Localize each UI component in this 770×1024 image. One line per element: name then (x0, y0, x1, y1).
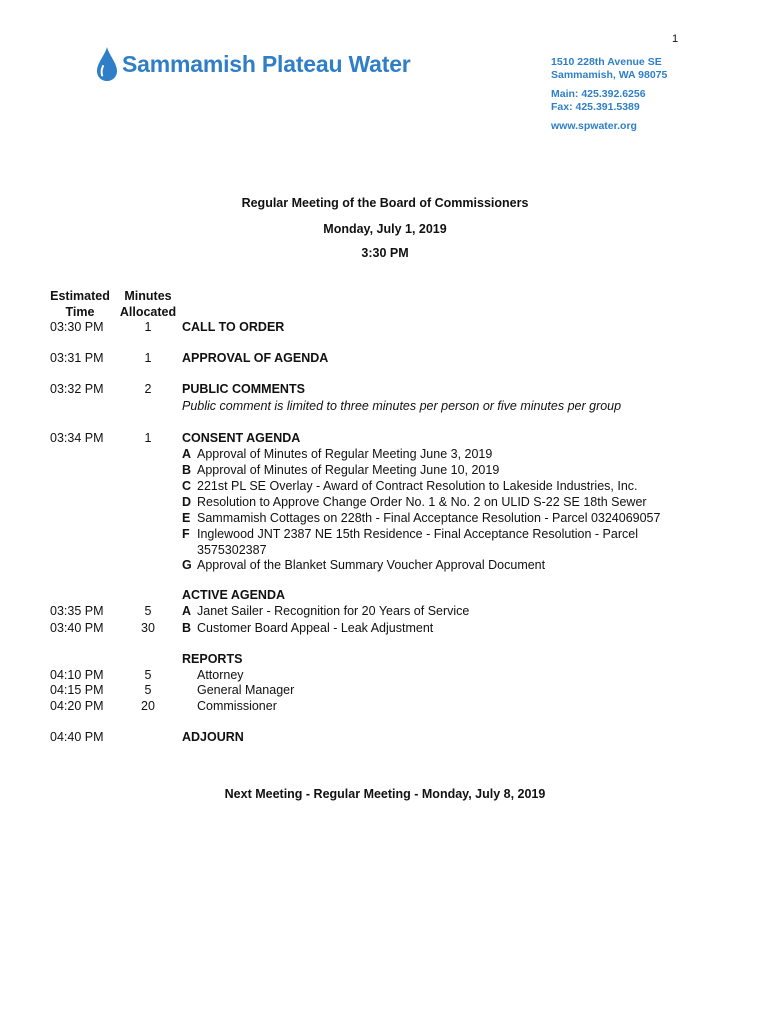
item-time: 03:34 PM (50, 431, 104, 445)
item-time: 04:40 PM (50, 730, 104, 744)
item-text: Approval of Minutes of Regular Meeting June 3, 2019 (197, 447, 493, 461)
consent-item-f-continued (0, 542, 770, 558)
item-text: Inglewood JNT 2387 NE 15th Residence - Final Acceptance Resolution - Parcel (197, 527, 638, 541)
active-item-b (0, 620, 770, 636)
consent-item-b (0, 462, 770, 478)
public-comment-note-row (0, 398, 770, 414)
consent-item-e (0, 510, 770, 526)
agenda-row-public-comments (0, 381, 770, 397)
consent-item-f (0, 526, 770, 542)
item-letter: A (182, 447, 192, 461)
public-comment-note: Public comment is limited to three minutes per person or five minutes per group (182, 399, 622, 413)
item-minutes: 1 (144, 351, 152, 365)
item-title: PUBLIC COMMENTS (182, 382, 305, 396)
reports-heading-row (0, 651, 770, 667)
item-text: Sammamish Cottages on 228th - Final Acceptance Resolution - Parcel 0324069057 (197, 511, 661, 525)
item-title: CALL TO ORDER (182, 320, 285, 334)
meeting-time: 3:30 PM (361, 246, 409, 260)
org-name: Sammamish Plateau Water (122, 50, 411, 77)
minutes-column-header: Minutes Allocated (119, 289, 177, 319)
item-minutes: 1 (144, 320, 152, 334)
agenda-row-approval (0, 350, 770, 366)
item-minutes: 20 (141, 699, 155, 713)
item-letter: G (182, 558, 192, 572)
website: www.spwater.org (551, 120, 637, 132)
consent-item-d (0, 494, 770, 510)
item-title: APPROVAL OF AGENDA (182, 351, 329, 365)
item-text: 3575302387 (197, 543, 267, 557)
report-commissioner (0, 698, 770, 714)
item-title: ADJOURN (182, 730, 244, 744)
contact-block (551, 56, 667, 133)
address-line-2: Sammamish, WA 98075 (551, 69, 668, 81)
consent-item-a (0, 446, 770, 462)
item-text: Approval of the Blanket Summary Voucher Approval Document (197, 558, 546, 572)
item-minutes: 30 (141, 621, 155, 635)
meeting-date: Monday, July 1, 2019 (323, 222, 447, 236)
item-text: Approval of Minutes of Regular Meeting June 10, 2019 (197, 463, 500, 477)
meeting-title: Regular Meeting of the Board of Commissioners (241, 196, 529, 210)
item-letter: E (182, 511, 191, 525)
consent-item-g (0, 557, 770, 573)
item-time: 03:31 PM (50, 351, 104, 365)
item-time: 04:10 PM (50, 668, 104, 682)
agenda-row-adjourn (0, 729, 770, 745)
item-text: Customer Board Appeal - Leak Adjustment (197, 621, 434, 635)
item-minutes: 2 (144, 382, 152, 396)
item-title: ACTIVE AGENDA (182, 588, 286, 602)
fax-number: Fax: 425.391.5389 (551, 101, 640, 113)
report-general-manager (0, 682, 770, 698)
item-text: Attorney (197, 668, 244, 682)
item-text: General Manager (197, 683, 295, 697)
item-letter: B (182, 463, 192, 477)
item-letter: D (182, 495, 192, 509)
water-drop-icon (96, 46, 118, 82)
agenda-row-call-to-order (0, 319, 770, 335)
item-time: 04:20 PM (50, 699, 104, 713)
item-text: Resolution to Approve Change Order No. 1 & No. 2 on ULID S-22 SE 18th Sewer (197, 495, 647, 509)
item-minutes: 5 (144, 604, 152, 618)
next-meeting: Next Meeting - Regular Meeting - Monday, July 8, 2019 (224, 787, 546, 801)
item-minutes: 5 (144, 668, 152, 682)
item-text: 221st PL SE Overlay - Award of Contract Resolution to Lakeside Industries, Inc. (197, 479, 638, 493)
main-phone: Main: 425.392.6256 (551, 88, 646, 100)
item-time: 03:32 PM (50, 382, 104, 396)
report-attorney (0, 667, 770, 683)
time-column-header: Estimated Time (50, 289, 110, 319)
item-letter: A (182, 604, 192, 618)
consent-item-c (0, 478, 770, 494)
item-time: 03:35 PM (50, 604, 104, 618)
item-time: 04:15 PM (50, 683, 104, 697)
org-logo (96, 46, 411, 82)
item-time: 03:30 PM (50, 320, 104, 334)
item-minutes: 1 (144, 431, 152, 445)
page-number: 1 (672, 33, 679, 45)
item-minutes: 5 (144, 683, 152, 697)
item-title: REPORTS (182, 652, 243, 666)
item-letter: C (182, 479, 192, 493)
item-text: Janet Sailer - Recognition for 20 Years of Service (197, 604, 470, 618)
address-line-1: 1510 228th Avenue SE (551, 56, 662, 68)
item-letter: B (182, 621, 192, 635)
item-text: Commissioner (197, 699, 277, 713)
agenda-row-consent (0, 430, 770, 446)
active-agenda-heading-row (0, 587, 770, 603)
active-item-a (0, 603, 770, 619)
item-letter: F (182, 527, 190, 541)
item-time: 03:40 PM (50, 621, 104, 635)
item-title: CONSENT AGENDA (182, 431, 301, 445)
